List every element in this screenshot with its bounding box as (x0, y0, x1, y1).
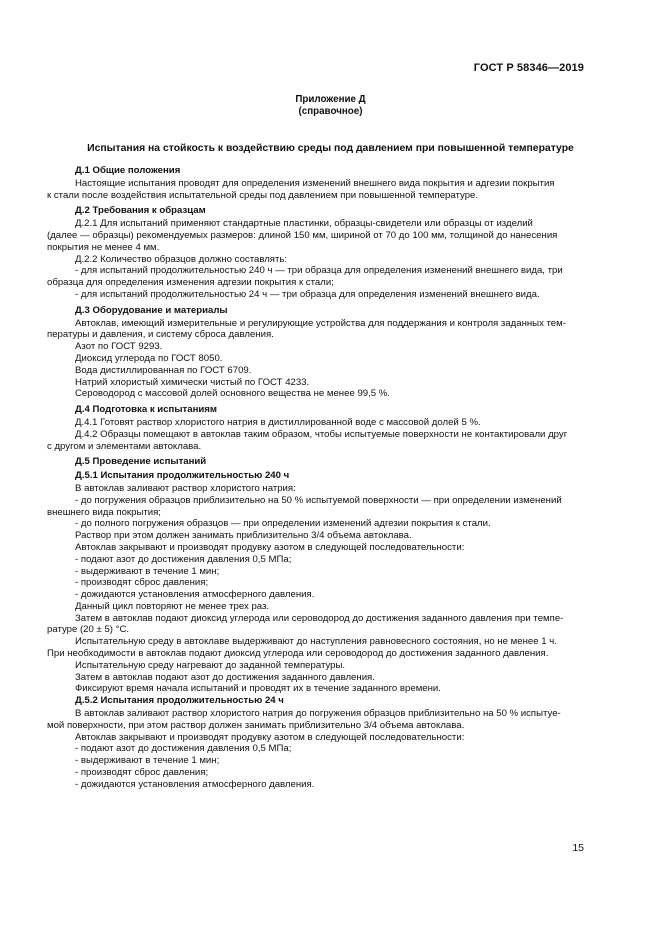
paragraph-line: внешнего вида покрытия; (47, 506, 161, 518)
appendix-type: (справочное) (298, 106, 363, 117)
subsection-heading-d52: Д.5.2 Испытания продолжительностью 24 ч (75, 695, 284, 707)
paragraph-line: Д.2.2 Количество образцов должно составлять: (75, 253, 288, 265)
list-item: - дожидаются установления атмосферного давления. (75, 589, 315, 601)
paragraph-line: к стали после воздействия испытательной среды под давлением при повышенной температуре. (47, 189, 479, 201)
list-item: - для испытаний продолжительностью 24 ч — три образца для определения изменений внешнего вида. (75, 288, 540, 300)
paragraph-line: Натрий хлористый химически чистый по ГОСТ 4233. (75, 376, 310, 388)
paragraph-line: В автоклав заливают раствор хлористого натрия до погружения образцов приблизительно на 50 % испытуе- (75, 708, 561, 720)
paragraph-line: Д.4.2 Образцы помещают в автоклав таким образом, чтобы испытуемые поверхности не контактировали друг (75, 428, 568, 440)
list-item: - производят сброс давления; (75, 767, 209, 779)
paragraph-line: Затем в автоклав подают азот до достижения заданного давления. (75, 671, 375, 683)
paragraph-line: Данный цикл повторяют не менее трех раз. (75, 600, 270, 612)
paragraph-line: Автоклав закрывают и производят продувку азотом в следующей последовательности: (75, 731, 465, 743)
list-item: - дожидаются установления атмосферного давления. (75, 778, 315, 790)
list-item: - производят сброс давления; (75, 577, 209, 589)
paragraph-line: мой поверхности, при этом раствор должен занимать приблизительно 3/4 объема автоклава. (47, 719, 465, 731)
paragraph-line: Вода дистиллированная по ГОСТ 6709. (75, 364, 252, 376)
paragraph-line: (далее — образцы) рекомендуемых размеров: длиной 150 мм, шириной от 70 до 100 мм, толщиной до нанесения (47, 229, 558, 241)
paragraph-line: Настоящие испытания проводят для определения изменений внешнего вида покрытия и адгезии покрытия (75, 177, 555, 189)
appendix-title: Приложение Д (295, 94, 366, 105)
paragraph-line: пературы и давления, и систему сброса давления. (47, 329, 274, 341)
list-item: - выдерживают в течение 1 мин; (75, 755, 220, 767)
document-body (47, 165, 584, 791)
list-item: - подают азот до достижения давления 0,5 МПа; (75, 743, 292, 755)
appendix-heading (0, 94, 661, 118)
section-heading-d1: Д.1 Общие положения (75, 165, 181, 176)
section-heading-d3: Д.3 Оборудование и материалы (75, 304, 228, 316)
list-item: - подают азот до достижения давления 0,5 МПа; (75, 553, 292, 565)
paragraph-line: Д.4.1 Готовят раствор хлористого натрия в дистиллированной воде с массовой долей 5 %. (75, 416, 481, 428)
standard-number: ГОСТ Р 58346—2019 (473, 62, 584, 74)
paragraph-line: Азот по ГОСТ 9293. (75, 341, 163, 353)
paragraph-line: Диоксид углерода по ГОСТ 8050. (75, 352, 223, 364)
paragraph-line: с другом и элементами автоклава. (47, 440, 202, 452)
section-heading-d5: Д.5 Проведение испытаний (75, 456, 207, 468)
paragraph-line: При необходимости в автоклав подают диоксид углерода или сероводород до достижения заданного давления. (47, 648, 549, 660)
list-item: - до полного погружения образцов — при определении изменений адгезии покрытия к стали. (75, 518, 491, 530)
paragraph-line: покрытия не менее 4 мм. (47, 241, 160, 253)
paragraph-line: Автоклав закрывают и производят продувку азотом в следующей последовательности: (75, 541, 465, 553)
paragraph-line: ратуре (20 ± 5) °С. (47, 624, 130, 636)
main-title: Испытания на стойкость к воздействию среды под давлением при повышенной температуре (87, 143, 574, 154)
paragraph-line: Д.2.1 Для испытаний применяют стандартные пластинки, образцы-свидетели или образцы от изделий (75, 218, 533, 230)
list-item: - до погружения образцов приблизительно на 50 % испытуемой поверхности — при определении изменений (75, 494, 562, 506)
paragraph-line: образца для определения изменения адгезии покрытия к стали; (47, 277, 334, 289)
paragraph-line: Раствор при этом должен занимать приблизительно 3/4 объема автоклава. (75, 530, 412, 542)
paragraph-line: Фиксируют время начала испытаний и проводят их в течение заданного времени. (75, 683, 441, 695)
paragraph-line: Испытательную среду нагревают до заданной температуры. (75, 659, 346, 671)
section-heading-d2: Д.2 Требования к образцам (75, 205, 206, 217)
section-heading-d4: Д.4 Подготовка к испытаниям (75, 404, 217, 416)
page-number: 15 (572, 842, 584, 854)
paragraph-line: Автоклав, имеющий измерительные и регулирующие устройства для поддержания и контроля заданных тем- (75, 317, 566, 329)
paragraph-line: Затем в автоклав подают диоксид углерода или сероводород до достижения заданного давления при темпе- (75, 612, 564, 624)
list-item: - для испытаний продолжительностью 240 ч — три образца для определения изменений внешнего вида, три (75, 265, 563, 277)
subsection-heading-d51: Д.5.1 Испытания продолжительностью 240 ч (75, 470, 290, 482)
paragraph-line: Испытательную среду в автоклаве выдерживают до наступления равновесного состояния, но не менее 1 ч. (75, 636, 557, 648)
paragraph-line: В автоклав заливают раствор хлористого натрия: (75, 482, 296, 494)
paragraph-line: Сероводород с массовой долей основного вещества не менее 99,5 %. (75, 388, 390, 400)
list-item: - выдерживают в течение 1 мин; (75, 565, 220, 577)
